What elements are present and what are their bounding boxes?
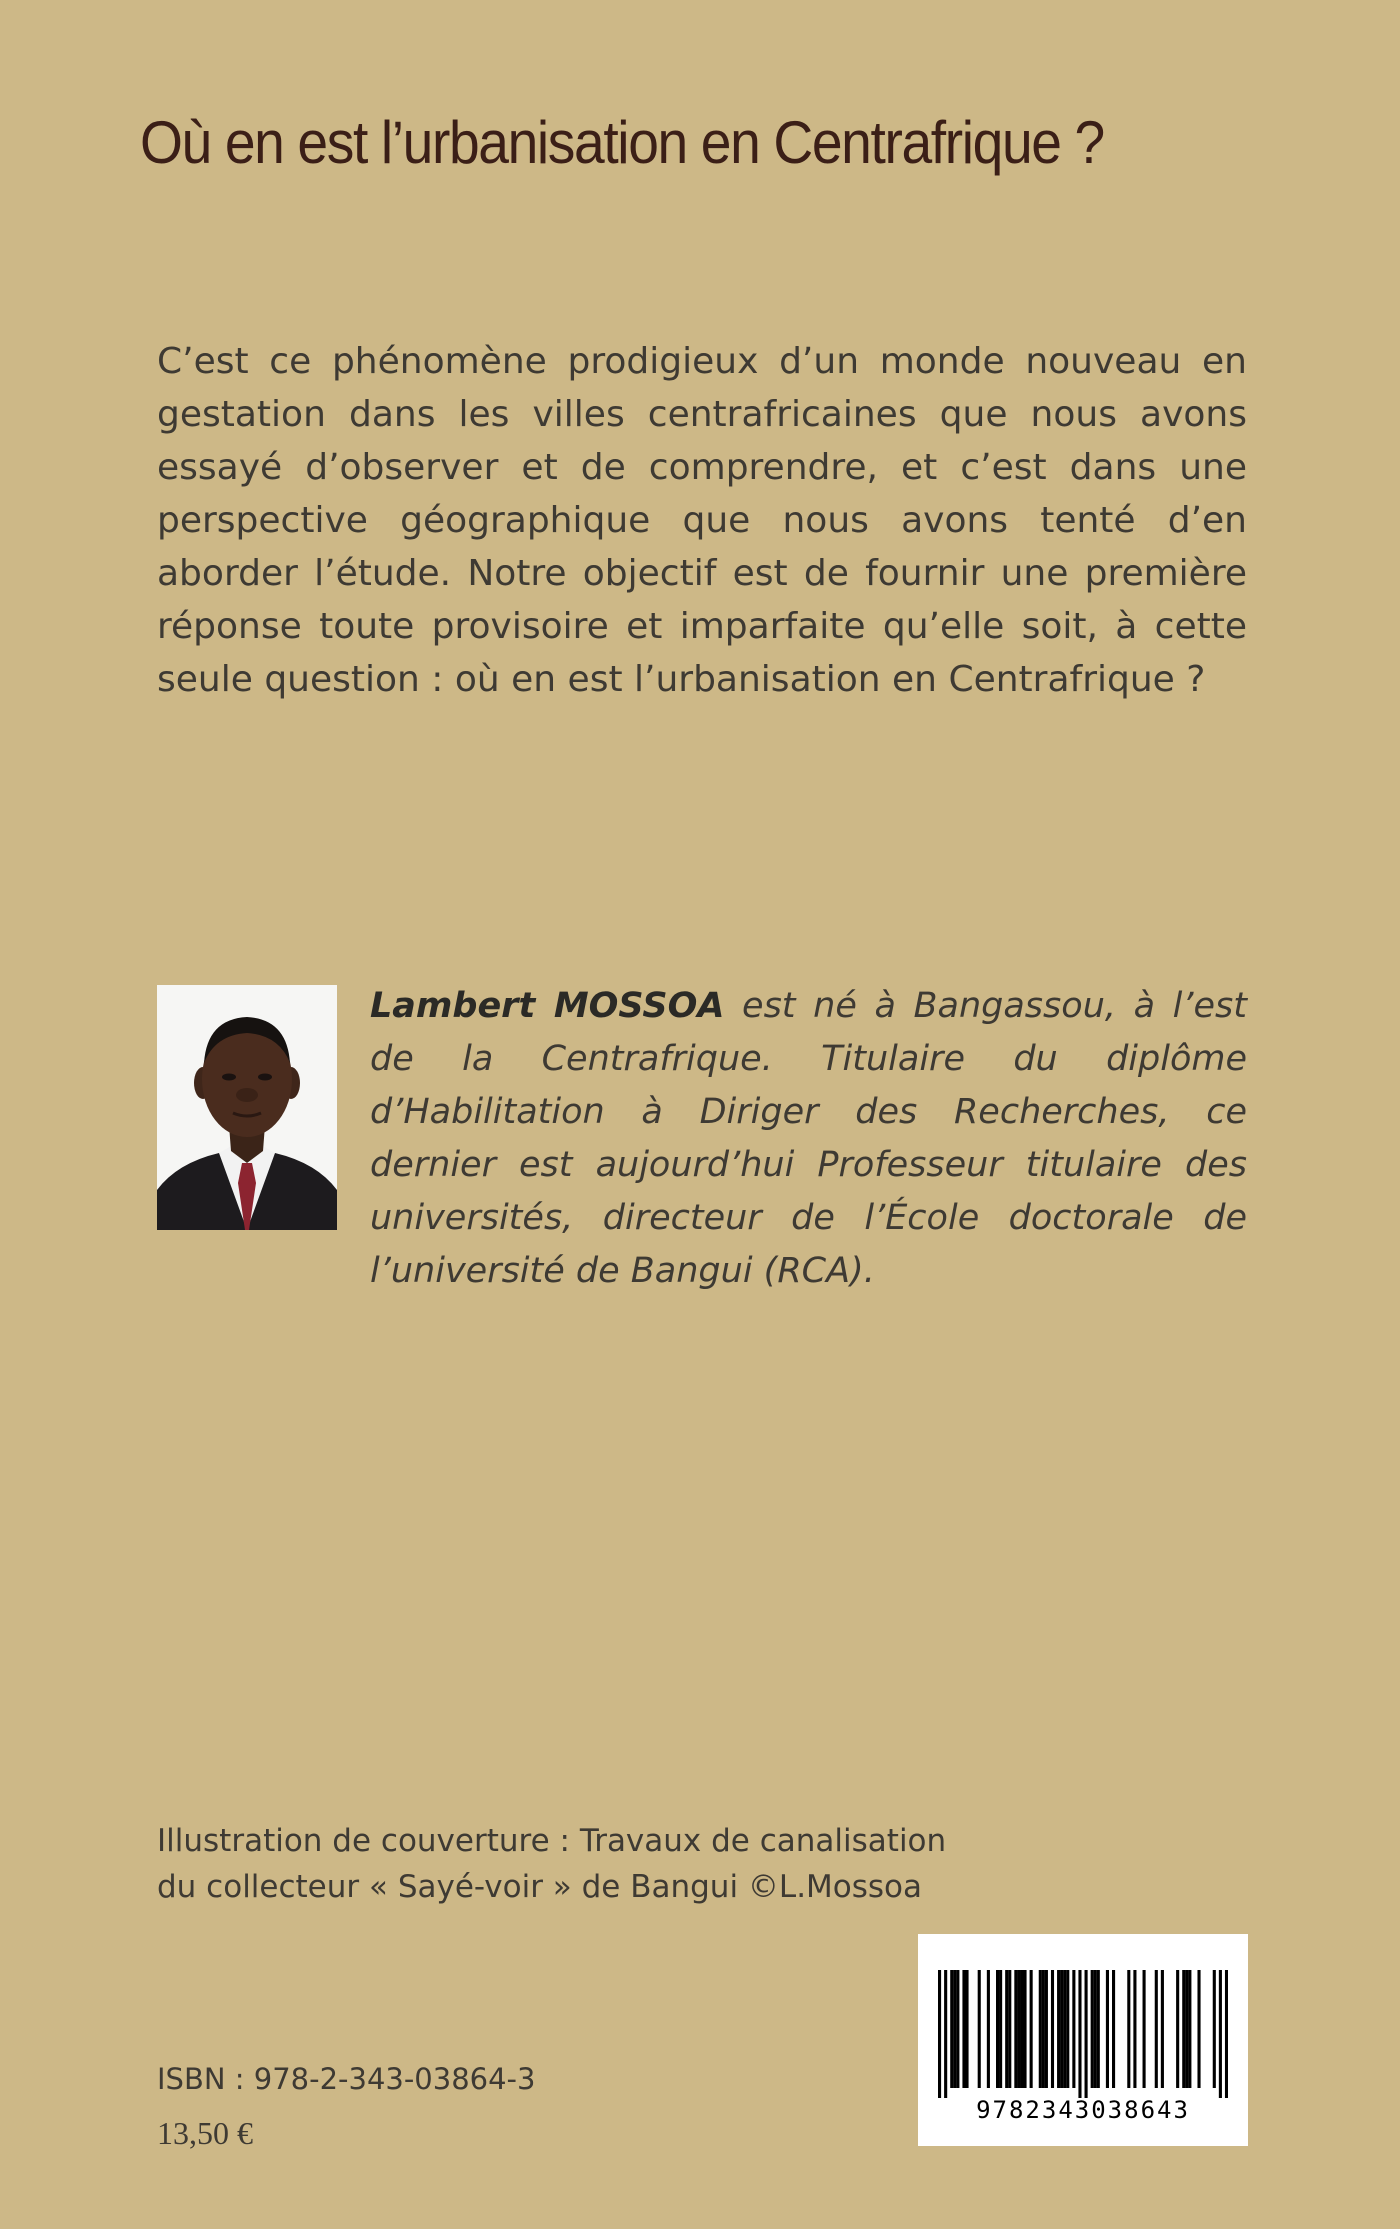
credit-line-2: du collecteur « Sayé-voir » de Bangui ©L.Mossoa xyxy=(157,1869,923,1905)
barcode-bar xyxy=(1213,1970,1216,2088)
barcode-bar xyxy=(944,1970,947,2098)
barcode-bar xyxy=(1176,1970,1179,2088)
barcode-bar xyxy=(1051,1970,1054,2088)
barcode-digits: 9782343038643 xyxy=(976,2096,1190,2124)
author-name: Lambert MOSSOA xyxy=(370,986,725,1026)
barcode-bar xyxy=(1060,1970,1063,2088)
barcode-bar xyxy=(1005,1970,1008,2088)
barcode-bar xyxy=(1106,1970,1109,2088)
barcode-bar xyxy=(1133,1970,1136,2088)
barcode-bar xyxy=(1127,1970,1130,2088)
barcode-bar xyxy=(1112,1970,1115,2088)
barcode-bar xyxy=(1225,1970,1228,2098)
barcode-bar xyxy=(1020,1970,1023,2088)
barcode-bar xyxy=(1094,1970,1097,2088)
barcode-bar xyxy=(1161,1970,1164,2088)
isbn: ISBN : 978-2-343-03864-3 xyxy=(157,2062,536,2096)
barcode-bar xyxy=(1197,1970,1200,2088)
barcode-bar xyxy=(1078,1970,1081,2098)
barcode-bar xyxy=(956,1970,959,2088)
barcode-bar xyxy=(1072,1970,1075,2088)
barcode-bar xyxy=(978,1970,981,2088)
barcode-bar xyxy=(1014,1970,1017,2088)
barcode-bar xyxy=(950,1970,953,2088)
author-bio xyxy=(370,980,1247,1298)
barcode-bar xyxy=(987,1970,990,2088)
barcode-bar xyxy=(1188,1970,1191,2088)
cover-illustration-credit xyxy=(157,1818,957,1910)
credit-line-1: Illustration de couverture : Travaux de canalisation xyxy=(157,1823,947,1859)
barcode xyxy=(918,1934,1248,2146)
barcode-bar xyxy=(1085,1970,1088,2098)
barcode-bar xyxy=(1017,1970,1020,2088)
barcode-bar xyxy=(1182,1970,1185,2088)
barcode-bar xyxy=(1023,1970,1026,2088)
barcode-bar xyxy=(1185,1970,1188,2088)
barcode-bars xyxy=(938,1970,1228,2098)
barcode-bar xyxy=(965,1970,968,2088)
barcode-bar xyxy=(938,1970,941,2098)
barcode-bar xyxy=(996,1970,999,2088)
barcode-bar xyxy=(1091,1970,1094,2088)
barcode-bar xyxy=(1030,1970,1033,2088)
book-summary: C’est ce phénomène prodigieux d’un monde nouveau en gestation dans les villes centrafricaines que nous avons essayé d’observer et de comprendre, et c’est dans une perspective géographique que nous avons tenté d’en aborder l’étude. Notre objectif est de fournir une première réponse toute provisoire et imparfaite qu’elle soit, à cette seule question : où en est l’urbanisation en Centrafrique ? xyxy=(157,341,1247,700)
barcode-bar xyxy=(1097,1970,1100,2088)
barcode-bar xyxy=(1219,1970,1222,2098)
barcode-bar xyxy=(1066,1970,1069,2088)
author-photo xyxy=(157,985,337,1230)
barcode-bar xyxy=(1042,1970,1045,2088)
barcode-bar xyxy=(1008,1970,1011,2088)
barcode-bar xyxy=(1045,1970,1048,2088)
barcode-bar xyxy=(1057,1970,1060,2088)
barcode-bar xyxy=(953,1970,956,2088)
barcode-bar xyxy=(999,1970,1002,2088)
barcode-bar xyxy=(1063,1970,1066,2088)
barcode-bar xyxy=(1039,1970,1042,2088)
author-portrait-icon xyxy=(157,985,337,1230)
author-bio-text: est né à Bangassou, à l’est de la Centrafrique. Titulaire du diplôme d’Habilitation à Diriger des Recherches, ce dernier est aujourd’hui Professeur titulaire des universités, directeur de l’École doctorale de l’université de Bangui (RCA). xyxy=(370,986,1247,1291)
barcode-bar xyxy=(1143,1970,1146,2088)
book-title: Où en est l’urbanisation en Centrafrique ? xyxy=(140,109,1104,176)
price: 13,50 € xyxy=(157,2115,253,2151)
barcode-bar xyxy=(962,1970,965,2088)
barcode-bar xyxy=(1155,1970,1158,2088)
